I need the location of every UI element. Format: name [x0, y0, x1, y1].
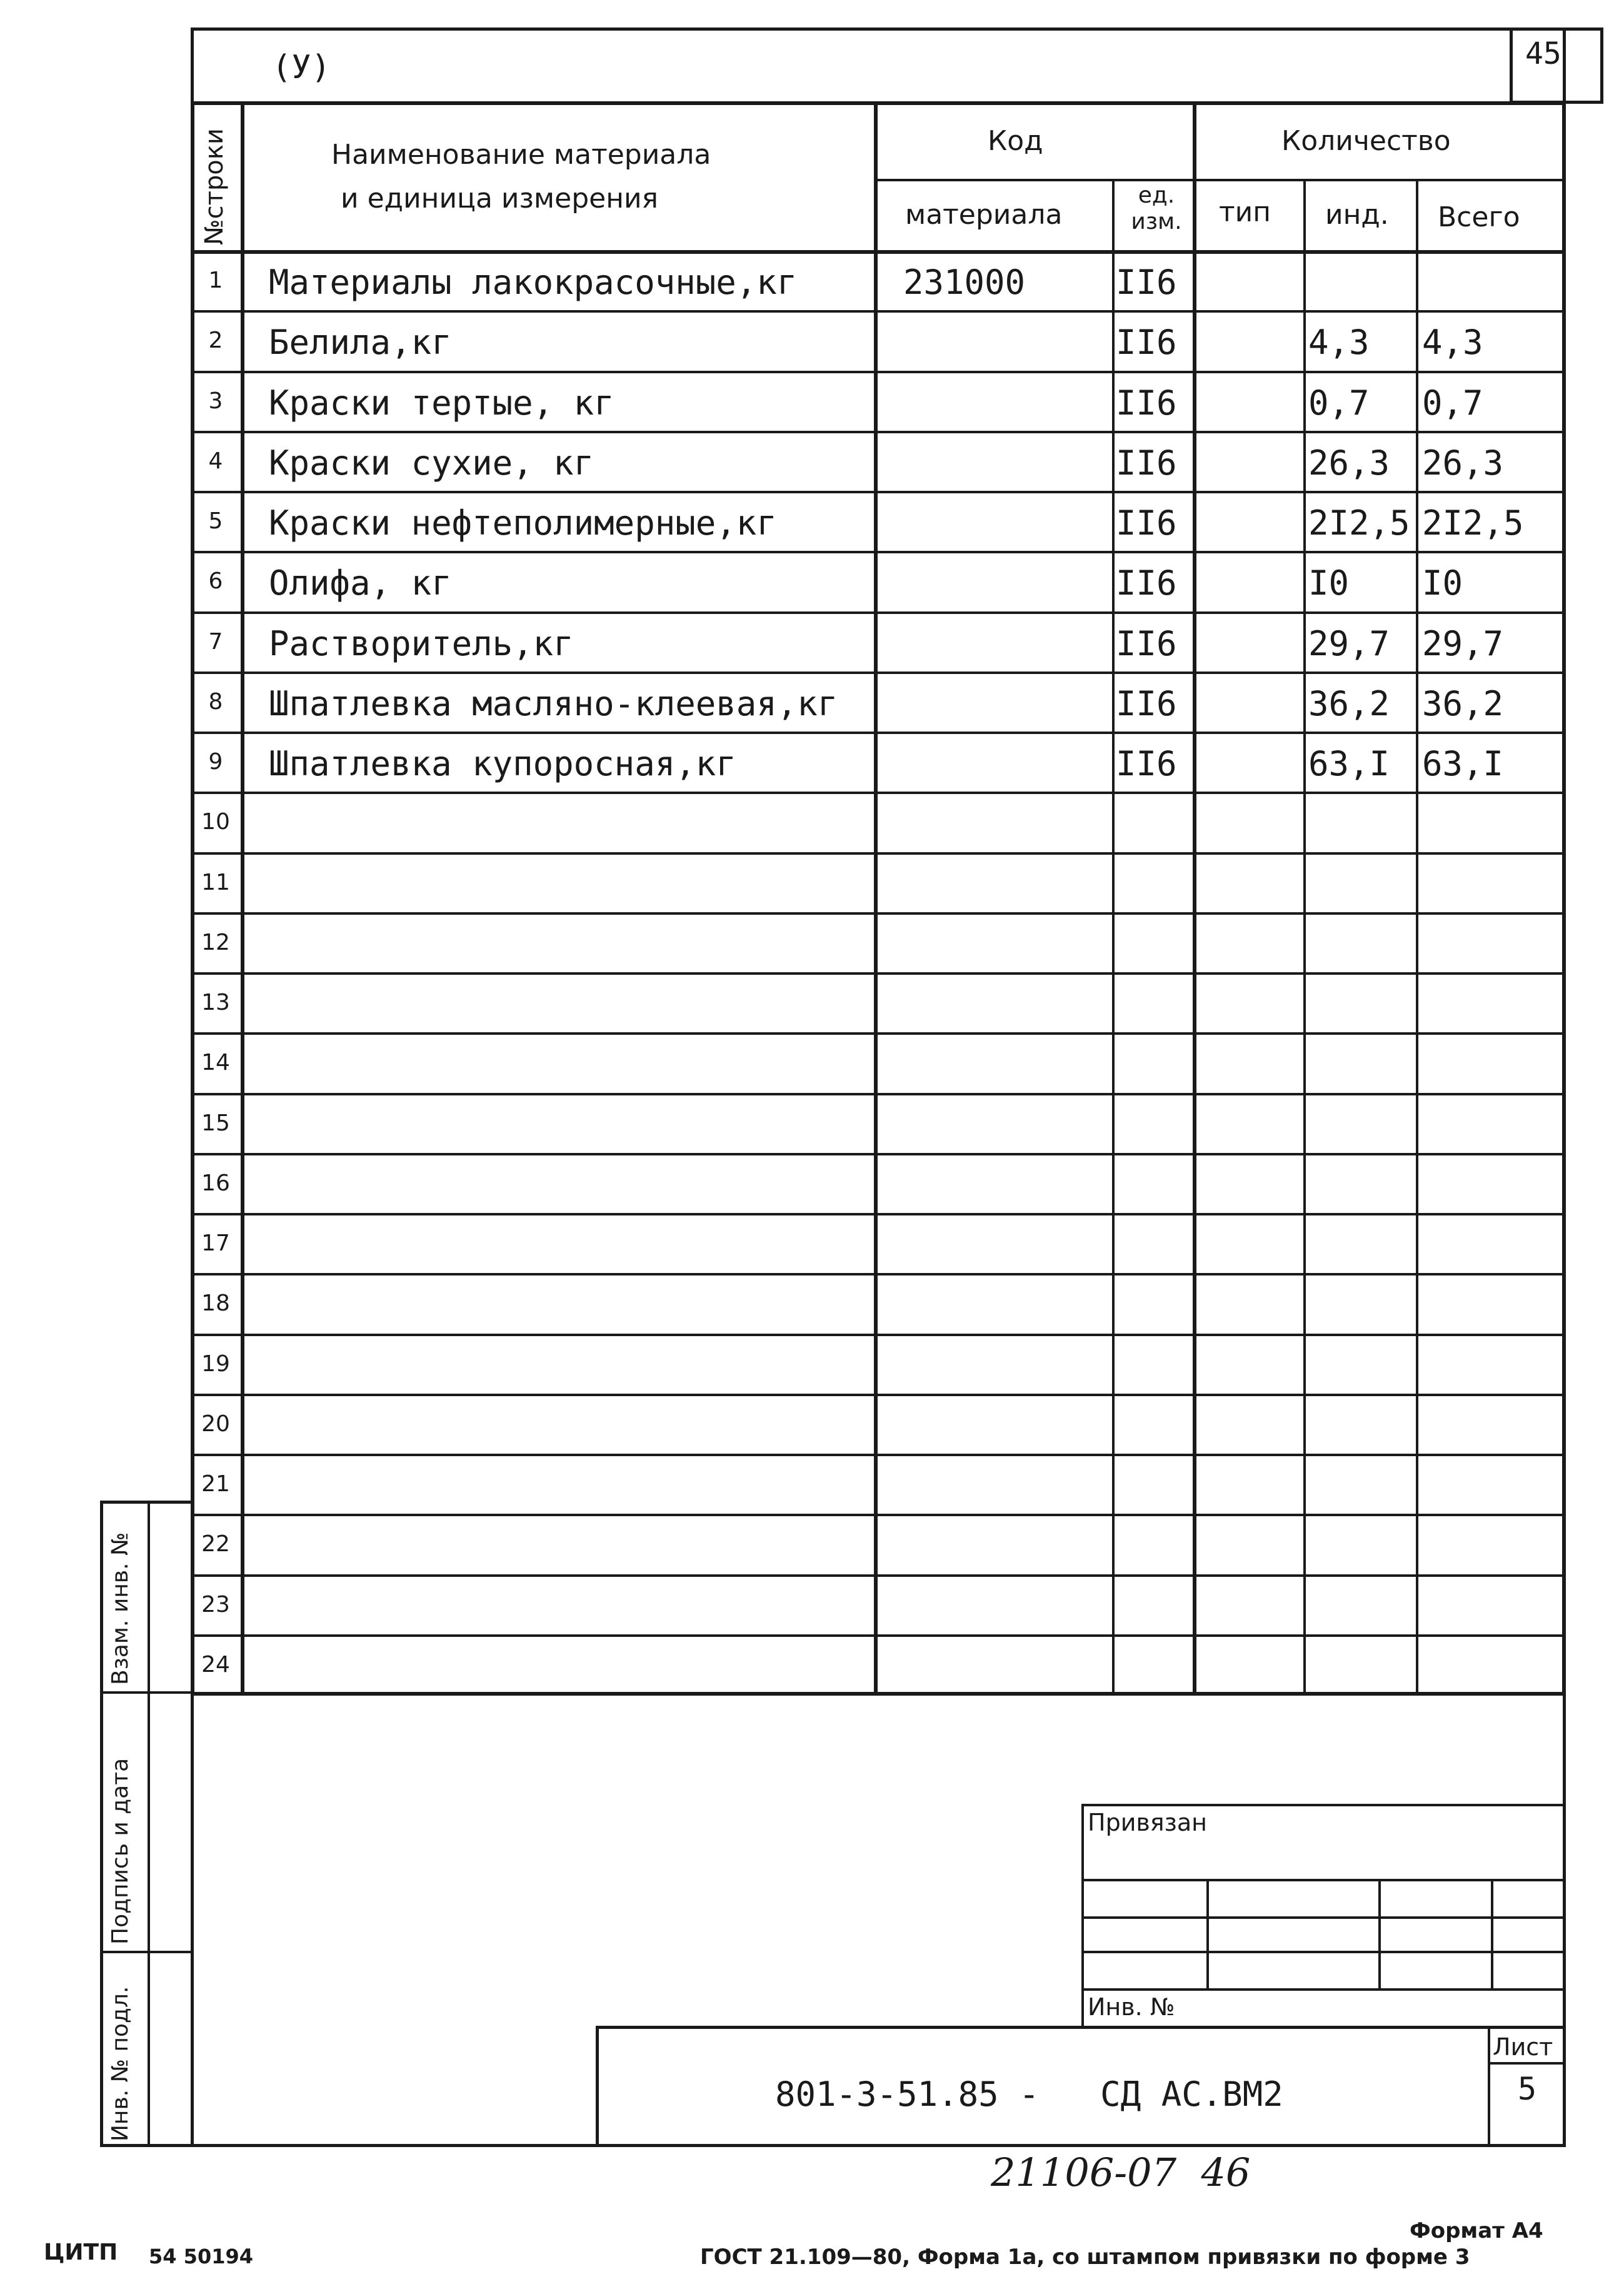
table-row-line: [191, 611, 1566, 614]
material-name: Белила,кг: [269, 323, 452, 363]
header-code: Код: [988, 125, 1043, 157]
footer-gost: ГОСТ 21.109—80, Форма 1а, со штампом привязки по форме 3: [700, 2245, 1470, 2270]
sheet-box-mid: [1488, 2062, 1566, 2065]
table-row-line: [191, 1213, 1566, 1215]
unit-code: II6: [1116, 623, 1177, 663]
material-name: Краски нефтеполимерные,кг: [269, 503, 777, 543]
qty-total: 36,2: [1422, 683, 1504, 723]
header-code-unit: ед. изм.: [1131, 183, 1182, 234]
col-line-rownum: [241, 101, 244, 1696]
unit-code: II6: [1116, 563, 1177, 603]
row-number: 19: [201, 1351, 230, 1377]
page-marker: (У): [272, 49, 331, 86]
qty-ind: 4,3: [1308, 323, 1370, 363]
table-row-line: [191, 1334, 1566, 1336]
col-line-name: [874, 101, 878, 1696]
row-number: 8: [208, 688, 223, 715]
col-line-unit: [1193, 101, 1196, 1696]
table-row-line: [191, 491, 1566, 493]
qty-ind: 63,I: [1308, 744, 1390, 783]
handwritten-number: 21106-07 46: [991, 2150, 1251, 2195]
row-number: 14: [201, 1050, 230, 1076]
qty-total: 4,3: [1422, 323, 1483, 363]
row-number: 5: [208, 508, 223, 534]
material-name: Материалы лакокрасочные,кг: [269, 263, 798, 302]
qty-total: 29,7: [1422, 623, 1504, 663]
footer-org: ЦИТП: [44, 2240, 118, 2265]
table-row-line: [191, 1093, 1566, 1095]
material-name: Краски сухие, кг: [269, 443, 594, 483]
sheet-box-line: [1488, 2026, 1490, 2147]
format-label: Формат А4: [1410, 2218, 1543, 2243]
qty-ind: 0,7: [1308, 383, 1370, 423]
header-qty-ind: инд.: [1325, 199, 1389, 231]
qty-total: 0,7: [1422, 383, 1483, 423]
side-strip-divider-1: [100, 1691, 191, 1694]
material-name: Шпатлевка купоросная,кг: [269, 744, 736, 783]
side-label-replace-inv: Взам. инв. №: [108, 1532, 133, 1685]
table-row-line: [191, 672, 1566, 674]
table-row-line: [191, 1454, 1566, 1456]
material-name: Шпатлевка масляно-клеевая,кг: [269, 683, 838, 723]
side-label-signature-date: Подпись и дата: [108, 1758, 133, 1944]
row-number: 3: [208, 388, 223, 414]
row-number: 18: [201, 1290, 230, 1317]
qty-ind: I0: [1308, 563, 1350, 603]
header-qty-total: Всего: [1438, 201, 1520, 233]
header-name-line2: и единица измерения: [341, 183, 659, 214]
header-row-number: №строки: [200, 128, 229, 245]
material-name: Олифа, кг: [269, 563, 452, 603]
qty-total: 63,I: [1422, 744, 1504, 783]
unit-code: II6: [1116, 683, 1177, 723]
row-number: 7: [208, 628, 223, 655]
row-number: 4: [208, 448, 223, 474]
stamp-col-2: [1378, 1879, 1381, 1988]
side-strip-inner-line: [148, 1501, 150, 2147]
qty-ind: 29,7: [1308, 623, 1390, 663]
row-number: 6: [208, 568, 223, 595]
table-row-line: [191, 972, 1566, 975]
top-sheet-number: 45: [1525, 36, 1561, 71]
row-number: 10: [201, 809, 230, 835]
stamp-line-4: [1081, 1988, 1566, 1991]
header-quantity: Количество: [1281, 125, 1451, 157]
stamp-top-line: [1081, 1804, 1566, 1806]
row-number: 23: [201, 1591, 230, 1617]
row-number: 12: [201, 929, 230, 955]
qty-total: 2I2,5: [1422, 503, 1524, 543]
header-code-material: материала: [905, 199, 1063, 231]
table-row-line: [191, 310, 1566, 313]
col-line-ind: [1416, 179, 1418, 1696]
unit-code: II6: [1116, 503, 1177, 543]
row-number: 16: [201, 1170, 230, 1196]
qty-ind: 36,2: [1308, 683, 1390, 723]
col-line-code: [1112, 179, 1115, 1696]
header-mid-line: [874, 179, 1566, 181]
table-row-line: [191, 431, 1566, 433]
row-number: 20: [201, 1411, 230, 1437]
table-row-line: [191, 1514, 1566, 1516]
material-name: Краски тертые, кг: [269, 383, 614, 423]
header-qty-type: тип: [1219, 196, 1271, 228]
unit-code: II6: [1116, 383, 1177, 423]
table-row-line: [191, 1394, 1566, 1396]
qty-total: 26,3: [1422, 443, 1504, 483]
row-number: 13: [201, 990, 230, 1015]
stamp-col-1: [1206, 1879, 1209, 1988]
qty-total: I0: [1422, 563, 1463, 603]
footer-org-number: 54 50194: [149, 2245, 253, 2268]
sheet-value: 5: [1518, 2071, 1537, 2107]
row-number: 15: [201, 1110, 230, 1136]
table-row-line: [191, 1153, 1566, 1155]
table-row-line: [191, 1273, 1566, 1275]
row-number: 11: [201, 869, 230, 895]
qty-ind: 26,3: [1308, 443, 1390, 483]
unit-code: II6: [1116, 323, 1177, 363]
side-strip-divider-2: [100, 1951, 191, 1953]
material-code: 231000: [903, 263, 1026, 302]
table-row-line: [191, 1574, 1566, 1577]
unit-code: II6: [1116, 744, 1177, 783]
row-number: 24: [201, 1651, 230, 1678]
row-number: 22: [201, 1531, 230, 1557]
table-row-line: [191, 1634, 1566, 1637]
row-number: 2: [208, 328, 223, 354]
material-name: Растворитель,кг: [269, 623, 574, 663]
row-number: 17: [201, 1230, 230, 1256]
col-line-type: [1303, 179, 1306, 1696]
table-row-line: [191, 732, 1566, 734]
stamp-inv-label: Инв. №: [1088, 1993, 1175, 2021]
designation-code: 801-3-51.85 - СД АС.ВМ2: [775, 2075, 1283, 2114]
row-number: 21: [201, 1471, 230, 1497]
stamp-col-3: [1491, 1879, 1493, 1988]
qty-ind: 2I2,5: [1308, 503, 1410, 543]
unit-code: II6: [1116, 443, 1177, 483]
sheet-label: Лист: [1493, 2033, 1553, 2061]
table-row-line: [191, 792, 1566, 794]
table-row-line: [191, 371, 1566, 373]
unit-code: II6: [1116, 263, 1177, 302]
table-row-line: [191, 551, 1566, 553]
row-number: 9: [208, 749, 223, 775]
side-label-orig-inv: Инв. № подл.: [108, 1986, 133, 2141]
stamp-attached-label: Привязан: [1088, 1809, 1207, 1836]
row-number: 1: [208, 268, 223, 293]
table-row-line: [191, 912, 1566, 915]
header-name-line1: Наименование материала: [331, 139, 711, 171]
table-row-line: [191, 852, 1566, 855]
table-row-line: [191, 1032, 1566, 1035]
header-bottom-line: [191, 250, 1566, 254]
